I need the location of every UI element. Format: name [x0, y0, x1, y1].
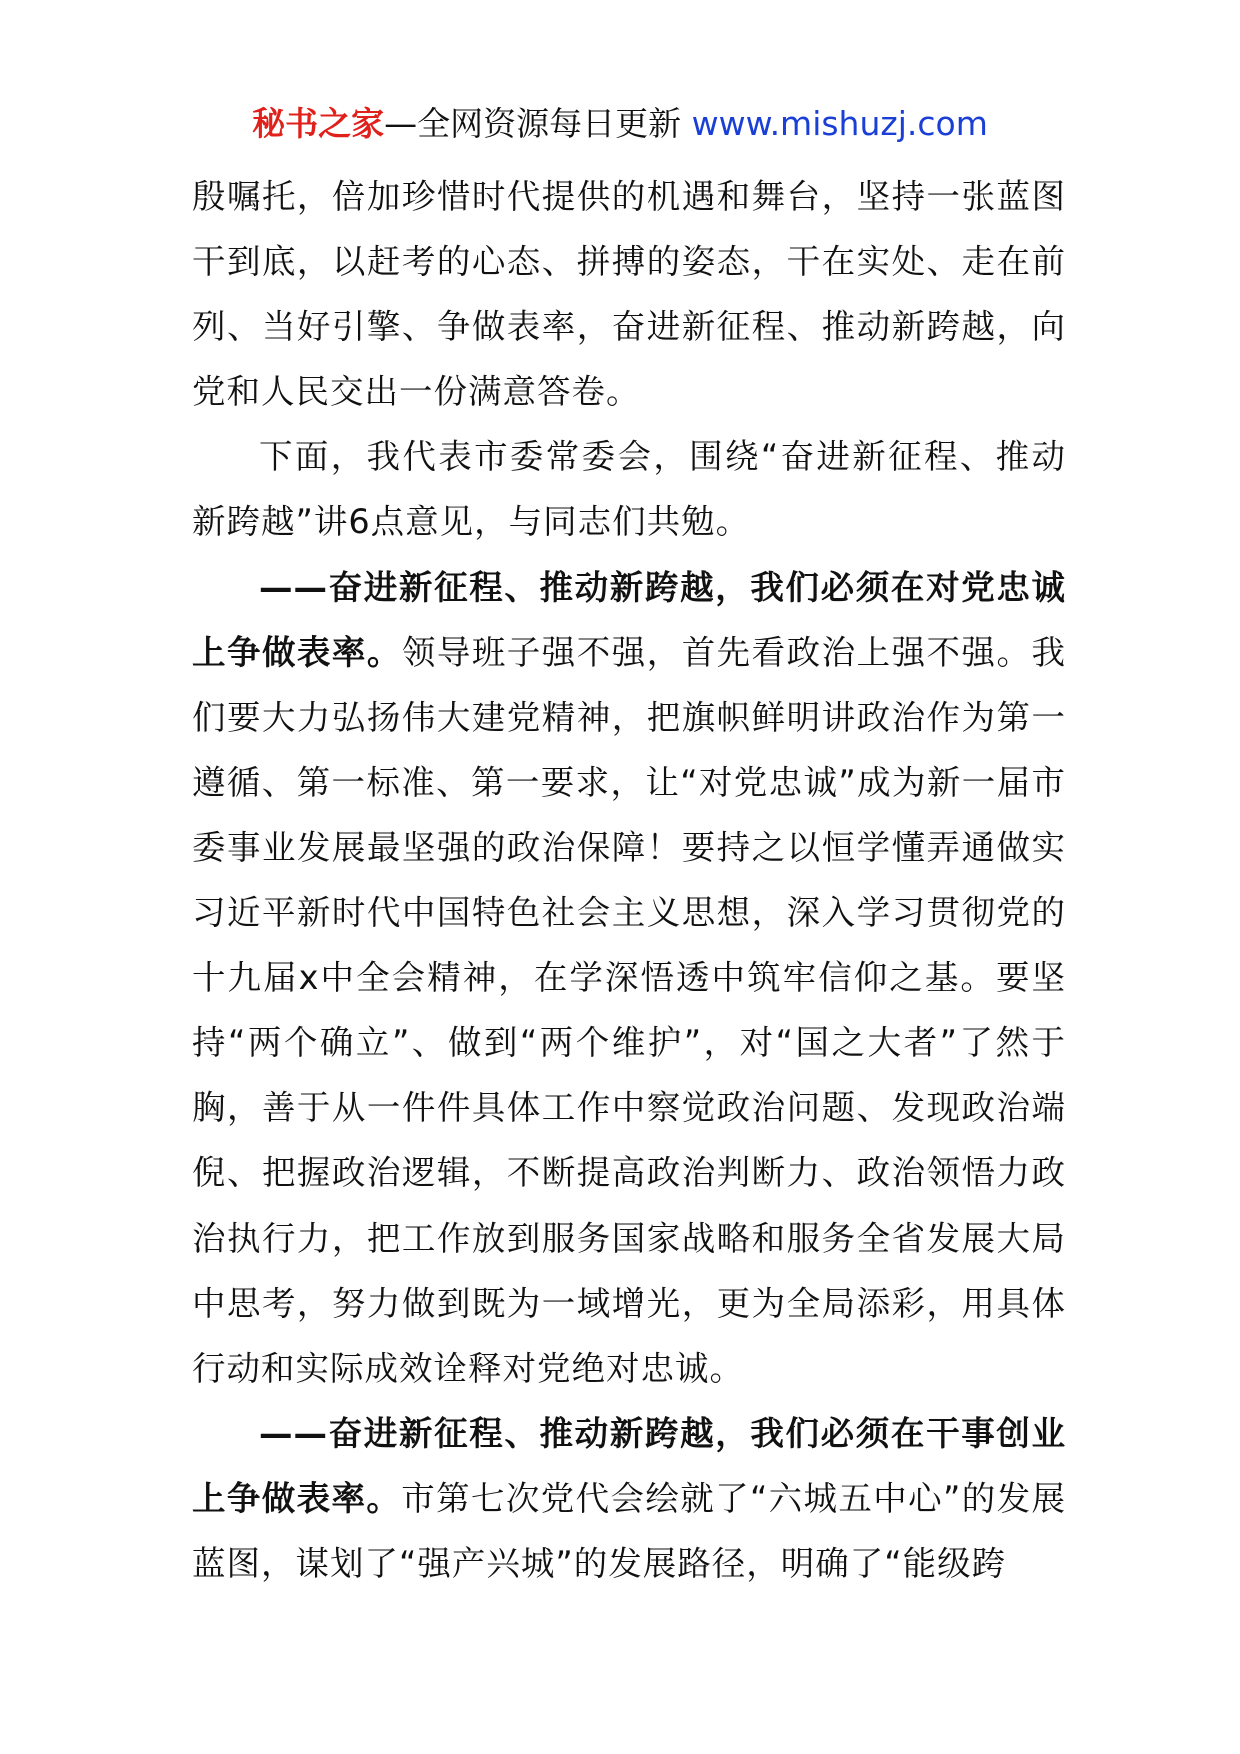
paragraph-entrepreneurship — [192, 1401, 1066, 1596]
document-body — [192, 164, 1066, 1596]
brand-name: 秘书之家 — [252, 104, 385, 143]
site-url-link[interactable]: www.mishuzj.com — [691, 104, 988, 143]
paragraph-intro — [192, 424, 1066, 554]
section-heading: ——奋进新征程、推动新跨越，我们必须在干事创业上争做表率。 — [192, 1413, 1066, 1518]
paragraph-text: 市第七次党代会绘就了“六城五中心”的发展蓝图，谋划了“强产兴城”的发展路径，明确了“能级跨 — [192, 1478, 1066, 1583]
site-header — [0, 100, 1240, 148]
paragraph-text: 殷嘱托，倍加珍惜时代提供的机遇和舞台，坚持一张蓝图干到底，以赶考的心态、拼搏的姿态，干在实处、走在前列、当好引擎、争做表率，奋进新征程、推动新跨越，向党和人民交出一份满意答卷。 — [192, 177, 1066, 412]
paragraph-continuation — [192, 164, 1066, 424]
paragraph-text: 领导班子强不强，首先看政治上强不强。我们要大力弘扬伟大建党精神，把旗帜鲜明讲政治作为第一遵循、第一标准、第一要求，让“对党忠诚”成为新一届市委事业发展最坚强的政治保障！要持之以恒学懂弄通做实习近平新时代中国特色社会主义思想，深入学习贯彻党的十九届x中全会精神，在学深悟透中筑牢信仰之基。要坚持“两个确立”、做到“两个维护”，对“国之大者”了然于胸，善于从一件件具体工作中察觉政治问题、发现政治端倪、把握政治逻辑，不断提高政治判断力、政治领悟力政治执行力，把工作放到服务国家战略和服务全省发展大局中思考，努力做到既为一域增光，更为全局添彩，用具体行动和实际成效诠释对党绝对忠诚。 — [192, 632, 1066, 1388]
paragraph-loyalty — [192, 555, 1066, 1401]
section-heading: ——奋进新征程、推动新跨越，我们必须在对党忠诚上争做表率。 — [192, 567, 1066, 672]
header-tagline: —全网资源每日更新 — [384, 104, 682, 143]
paragraph-text: 下面，我代表市委常委会，围绕“奋进新征程、推动新跨越”讲6点意见，与同志们共勉。 — [192, 437, 1066, 542]
